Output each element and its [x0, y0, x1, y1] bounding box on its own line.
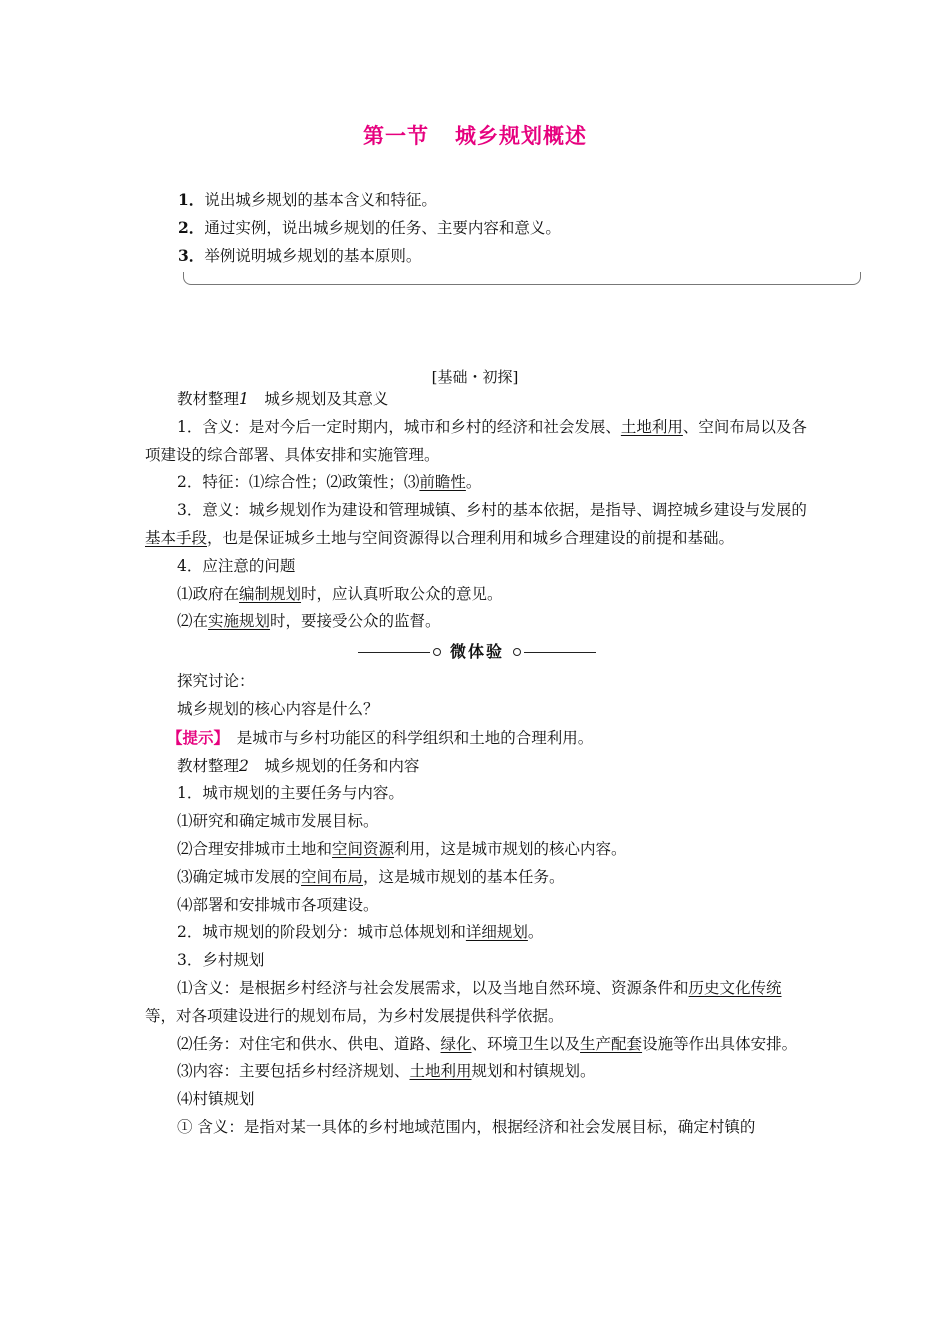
explore-label: 探究讨论： [177, 672, 255, 691]
blank-answer: 前瞻性 [419, 473, 466, 492]
paragraph: ⑶确定城市发展的空间布局，这是城市规划的基本任务。 [177, 867, 565, 886]
goal-item: 2．通过实例，说出城乡规划的任务、主要内容和意义。 [178, 218, 561, 237]
paragraph: 3．乡村规划 [177, 951, 265, 970]
paragraph: ⑵在实施规划时，要接受公众的监督。 [177, 612, 441, 631]
goal-item: 3．举例说明城乡规划的基本原则。 [178, 246, 422, 265]
material-label-2: 教材整理2 城乡规划的任务和内容 [177, 756, 420, 775]
paragraph: ⑵任务：对住宅和供水、供电、道路、绿化、环境卫生以及生产配套设施等作出具体安排。 [177, 1034, 798, 1053]
blank-answer: 实施规划 [208, 612, 271, 631]
paragraph: ⑵合理安排城市土地和空间资源利用，这是城市规划的核心内容。 [177, 839, 627, 858]
paragraph: ⑶内容：主要包括乡村经济规划、土地利用规划和村镇规划。 [177, 1062, 596, 1081]
paragraph: ① 含义：是指对某一具体的乡村地域范围内，根据经济和社会发展目标，确定村镇的 [177, 1117, 756, 1136]
divider-label: 微体验 [449, 642, 504, 662]
paragraph: ⑷村镇规划 [177, 1090, 255, 1109]
paragraph: 1．城市规划的主要任务与内容。 [177, 784, 404, 803]
paragraph: ⑴含义：是根据乡村经济与社会发展需求，以及当地自然环境、资源条件和历史文化传统等，对各项建设进行的规划布局，为乡村发展提供科学依据。 [145, 978, 782, 1025]
paragraph: 1．含义：是对今后一定时期内，城市和乡村的经济和社会发展、土地利用、空间布局以及各项建设的综合部署、具体安排和实施管理。 [145, 417, 807, 464]
paragraph: ⑷部署和安排城市各项建设。 [177, 895, 379, 914]
title-section-number: 第一节 [363, 124, 429, 148]
paragraph: 2．特征：⑴综合性；⑵政策性；⑶前瞻性。 [177, 473, 482, 492]
blank-answer: 历史文化传统 [688, 978, 782, 997]
main-content [145, 386, 809, 1142]
blank-answer: 土地利用 [620, 417, 683, 436]
paragraph: ⑴研究和确定城市发展目标。 [177, 812, 379, 831]
section-heading: [基础・初探] [431, 368, 519, 386]
paragraph: 4．应注意的问题 [177, 556, 296, 575]
paragraph: 2．城市规划的阶段划分：城市总体规划和详细规划。 [177, 923, 544, 942]
blank-answer: 空间布局 [301, 867, 364, 886]
blank-answer: 生产配套 [580, 1034, 643, 1053]
learning-goals [178, 186, 561, 270]
blank-answer: 编制规划 [239, 584, 302, 603]
goals-bracket [183, 272, 861, 285]
explore-tip: 【提示】 是城市与乡村功能区的科学组织和土地的合理利用。 [167, 727, 594, 747]
micro-experience-divider [145, 634, 809, 670]
goal-item: 1．说出城乡规划的基本含义和特征。 [178, 190, 437, 209]
paragraph: 3．意义：城乡规划作为建设和管理城镇、乡村的基本依据，是指导、调控城乡建设与发展的基本手段，也是保证城乡土地与空间资源得以合理利用和城乡合理建设的前提和基础。 [145, 501, 807, 547]
title-section-name: 城乡规划概述 [455, 124, 587, 148]
blank-answer: 详细规划 [465, 923, 528, 942]
tip-label: 【提示】 [167, 727, 222, 747]
page-title [0, 120, 950, 150]
blank-answer: 绿化 [440, 1034, 472, 1053]
blank-answer: 空间资源 [332, 839, 395, 858]
material-label-1: 教材整理1 城乡规划及其意义 [177, 390, 389, 408]
paragraph: ⑴政府在编制规划时，应认真听取公众的意见。 [177, 584, 503, 603]
explore-question: 城乡规划的核心内容是什么？ [177, 699, 379, 718]
blank-answer: 土地利用 [409, 1062, 472, 1081]
blank-answer: 基本手段 [145, 528, 208, 547]
